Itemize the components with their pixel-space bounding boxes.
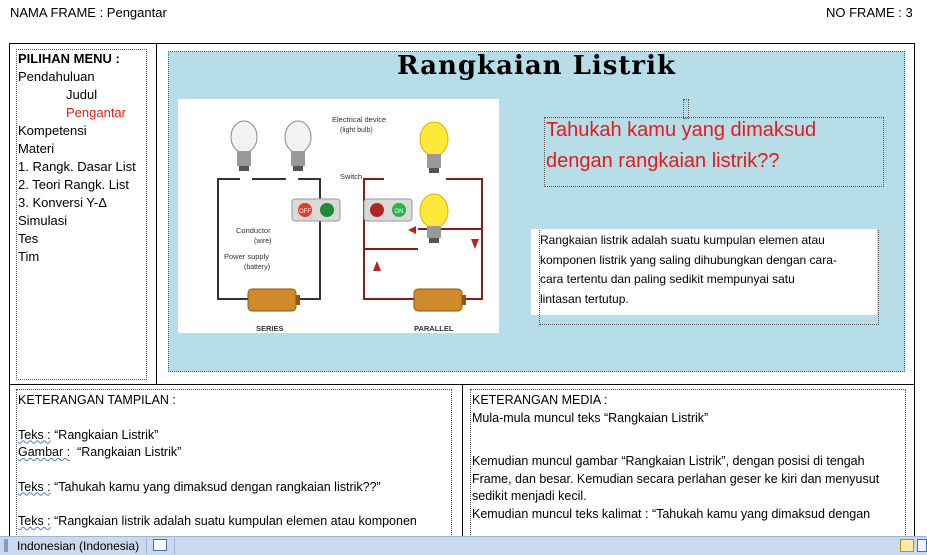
teks-value: “Rangkaian Listrik” <box>54 427 159 442</box>
conductor-sublabel: (wire) <box>254 238 272 245</box>
question-line: dengan rangkaian listrik?? <box>546 150 780 172</box>
description-line: komponen listrik yang saling dihubungkan dengan cara- <box>540 252 837 267</box>
table-divider <box>156 43 157 384</box>
description-line: lintasan tertutup. <box>540 291 629 306</box>
menu-item-pendahuluan[interactable]: Pendahuluan <box>18 69 95 84</box>
media-line: Frame, dan besar. Kemudian secara perlahan geser ke kiri dan menyusut <box>472 471 880 486</box>
teks-value: “Tahukah kamu yang dimaksud dengan rangkaian listrik??” <box>54 479 381 494</box>
teks-label: Teks : <box>18 479 51 494</box>
circuit-diagram-image[interactable] <box>178 99 499 333</box>
question-line: Tahukah kamu yang dimaksud <box>546 119 817 141</box>
menu-panel <box>18 50 136 266</box>
conductor-label: Conductor <box>236 226 271 235</box>
description-line: cara tertentu dan paling sedikit mempunyai satu <box>540 272 795 286</box>
frame-name: NAMA FRAME : Pengantar <box>10 5 167 20</box>
menu-item-pengantar[interactable]: Pengantar <box>66 105 126 120</box>
menu-item-judul[interactable]: Judul <box>66 87 98 102</box>
keterangan-media <box>472 392 906 523</box>
on-label: ON <box>394 209 404 215</box>
language-indicator[interactable]: Indonesian (Indonesia) <box>17 539 140 553</box>
frame-number: NO FRAME : 3 <box>826 5 913 20</box>
table-divider <box>462 384 463 536</box>
switch-label: Switch <box>340 172 363 181</box>
gambar-label: Gambar : <box>18 445 71 459</box>
off-label: OFF <box>299 209 311 215</box>
keterangan-tampilan-title: KETERANGAN TAMPILAN : <box>18 393 176 407</box>
status-separator <box>146 538 147 554</box>
menu-item-rangk-dasar[interactable]: 1. Rangk. Dasar List <box>18 159 136 174</box>
keterangan-media-title: KETERANGAN MEDIA : <box>472 393 608 407</box>
status-separator <box>174 538 175 554</box>
question-text <box>546 115 884 177</box>
menu-item-teori-rangk[interactable]: 2. Teori Rangk. List <box>18 177 130 192</box>
status-bar <box>0 536 927 555</box>
stage-title: Rangkaian Listrik <box>396 51 677 81</box>
description-line: Rangkaian listrik adalah suatu kumpulan elemen atau <box>540 233 825 247</box>
media-line: Mula-mula muncul teks “Rangkaian Listrik” <box>472 410 709 425</box>
menu-item-materi[interactable]: Materi <box>18 141 55 156</box>
menu-item-konversi[interactable]: 3. Konversi Y-Δ <box>18 195 107 210</box>
parallel-label: PARALLEL <box>414 324 454 333</box>
print-layout-icon[interactable] <box>900 539 914 552</box>
power-supply-label: Power supply <box>224 252 270 261</box>
media-line: Kemudian muncul teks kalimat : “Tahukah kamu yang dimaksud dengan <box>472 506 871 521</box>
menu-item-kompetensi[interactable]: Kompetensi <box>18 123 87 138</box>
menu-title: PILIHAN MENU : <box>18 51 120 66</box>
teks-label: Teks : <box>18 514 51 528</box>
device-label: Electrical device <box>332 115 387 124</box>
media-line: sedikit menjadi kecil. <box>472 489 587 503</box>
gambar-value: “Rangkaian Listrik” <box>77 445 182 459</box>
battery-icon <box>248 289 300 311</box>
description-frame <box>539 230 879 325</box>
battery-icon <box>414 289 466 311</box>
proofing-icon[interactable] <box>153 539 167 551</box>
full-screen-icon[interactable] <box>917 539 927 552</box>
menu-item-simulasi[interactable]: Simulasi <box>18 213 68 228</box>
keterangan-tampilan <box>18 392 450 531</box>
menu-item-tes[interactable]: Tes <box>18 231 39 246</box>
media-line: Kemudian muncul gambar “Rangkaian Listrik”, dengan posisi di tengah <box>472 454 865 468</box>
teks-value: “Rangkaian listrik adalah suatu kumpulan elemen atau komponen <box>54 514 417 528</box>
teks-label: Teks : <box>18 427 51 442</box>
status-grip <box>4 539 8 552</box>
power-supply-sublabel: (battery) <box>244 264 271 271</box>
circuit-diagram-svg <box>178 99 499 333</box>
menu-item-tim[interactable]: Tim <box>18 249 40 264</box>
device-sublabel: (light bulb) <box>340 127 373 134</box>
series-label: SERIES <box>256 324 284 333</box>
